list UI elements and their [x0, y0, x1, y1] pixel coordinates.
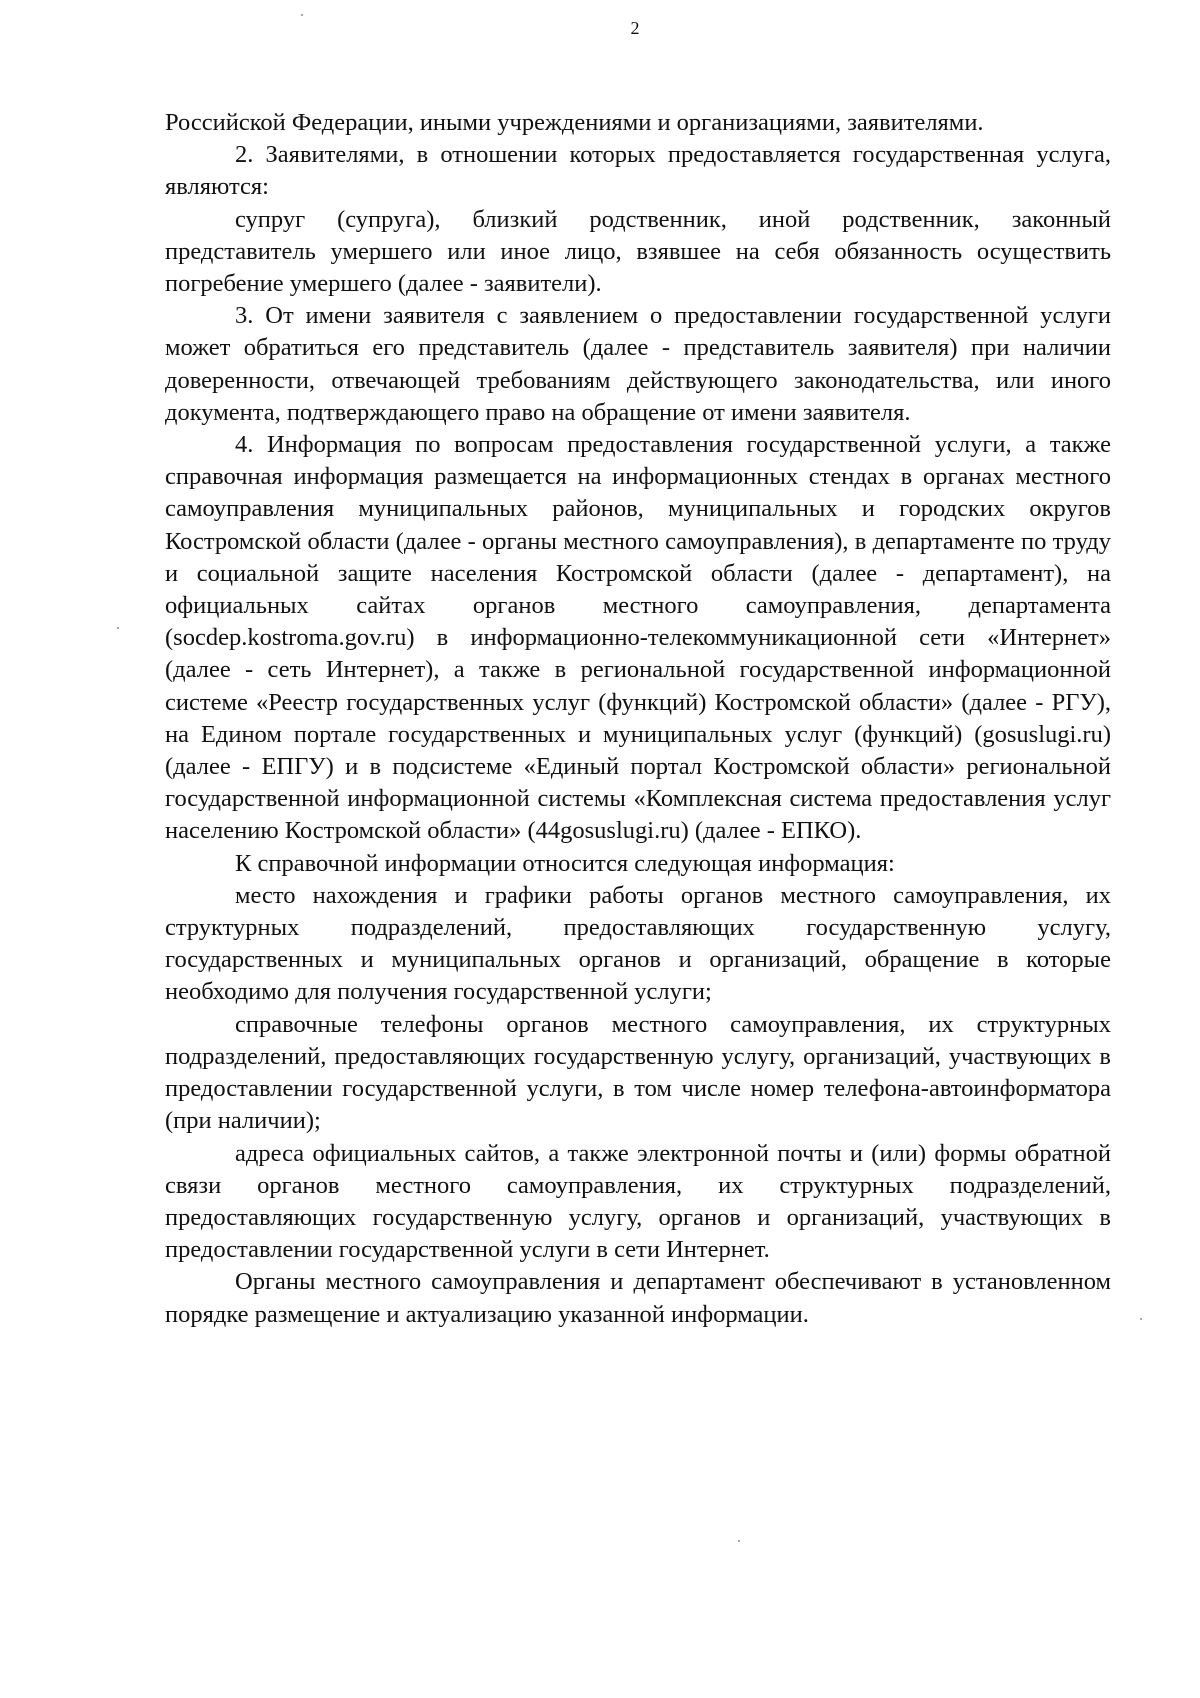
scan-speck: [1140, 1318, 1142, 1320]
paragraph-phones: справочные телефоны органов местного самоуправления, их структурных подразделений, предоставляющих государственную услугу, организаций, участвующих в предоставлении государственной услуги, в том числе номер телефона-автоинформатора (при наличии);: [165, 1010, 1111, 1135]
scan-speck: [117, 627, 119, 629]
scan-speck: [738, 1540, 740, 1542]
paragraph-location-schedule: место нахождения и графики работы органов местного самоуправления, их структурных подразделений, предоставляющих государственную услугу, государственных и муниципальных органов и организаций, обращение в которые необходимо для получения государственной услуги;: [165, 881, 1111, 1006]
document-body: [165, 107, 1111, 1331]
paragraph-closing: Органы местного самоуправления и департамент обеспечивают в установленном порядке размещение и актуализацию указанной информации.: [165, 1268, 1111, 1328]
page-number: 2: [630, 18, 640, 38]
scan-speck: [301, 14, 303, 16]
paragraph-websites: адреса официальных сайтов, а также электронной почты и (или) формы обратной связи органов местного самоуправления, их структурных подразделений, предоставляющих государственную услугу, органов и организаций, участвующих в предоставлении государственной услуги в сети Интернет.: [165, 1139, 1111, 1264]
paragraph-item-2: 2. Заявителями, в отношении которых предоставляется государственная услуга, являются:: [165, 141, 1111, 201]
paragraph-item-4: 4. Информация по вопросам предоставления государственной услуги, а также справочная информация размещается на информационных стендах в органах местного самоуправления муниципальных районов, муниципальных и городских округов Костромской области (далее - органы местного самоуправления), в департаменте по труду и социальной защите населения Костромской области (далее - департамент), на официальных сайтах органов местного самоуправления, департамента (socdep.kostroma.gov.ru) в информационно-телекоммуникационной сети «Интернет» (далее - сеть Интернет), а также в региональной государственной информационной системе «Реестр государственных услуг (функций) Костромской области» (далее - РГУ), на Едином портале государственных и муниципальных услуг (функций) (gosuslugi.ru) (далее - ЕПГУ) и в подсистеме «Единый портал Костромской области» региональной государственной информационной системы «Комплексная система предоставления услуг населению Костромской области» (44gosuslugi.ru) (далее - ЕПКО).: [165, 431, 1111, 845]
paragraph-applicants-list: супруг (супруга), близкий родственник, иной родственник, законный представитель умершего или иное лицо, взявшее на себя обязанность осуществить погребение умершего (далее - заявители).: [165, 205, 1111, 298]
paragraph-continuation: Российской Федерации, иными учреждениями и организациями, заявителями.: [165, 109, 984, 136]
paragraph-reference-info-intro: К справочной информации относится следующая информация:: [235, 849, 895, 877]
paragraph-item-3: 3. От имени заявителя с заявлением о предоставлении государственной услуги может обратиться его представитель (далее - представитель заявителя) при наличии доверенности, отвечающей требованиям действующего законодательства, или иного документа, подтверждающего право на обращение от имени заявителя.: [165, 302, 1111, 426]
